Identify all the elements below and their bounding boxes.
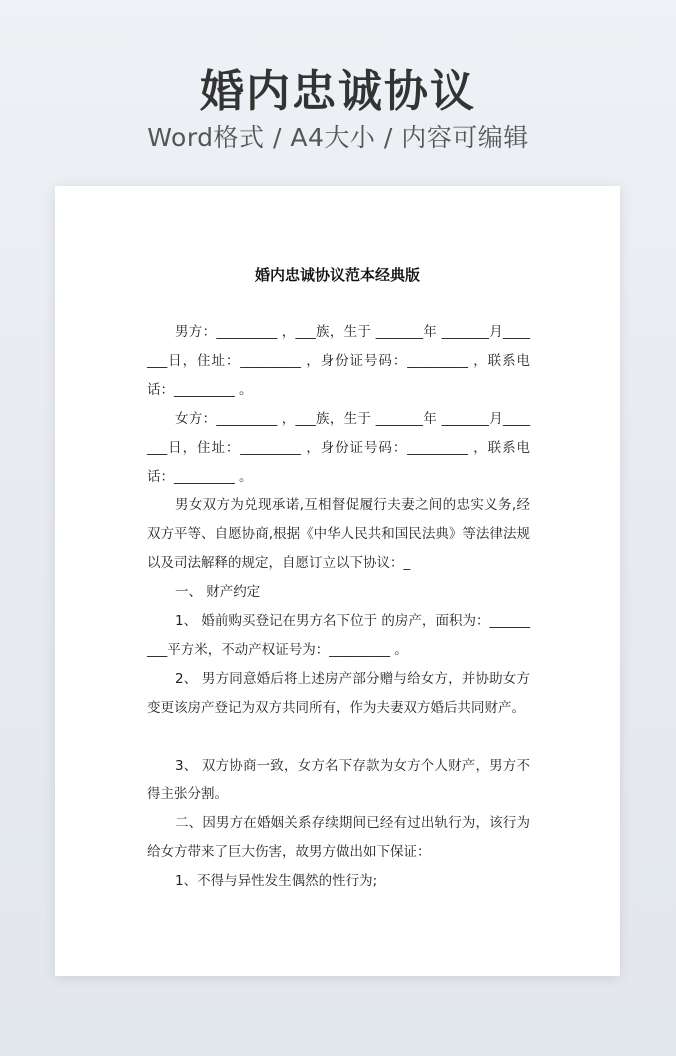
guarantee-1-paragraph: 1、不得与异性发生偶然的性行为; [175, 873, 378, 890]
clause-3-paragraph: 3、 双方协商一致，女方名下存款为女方个人财产，男方不得主张分割。 [147, 757, 530, 803]
document-page [55, 186, 620, 976]
banner-subtitle: Word格式 / A4大小 / 内容可编辑 [147, 123, 529, 152]
section-heading-property: 一、 财产约定 [175, 584, 261, 601]
document-body [147, 318, 530, 896]
banner-title: 婚内忠诚协议 [200, 66, 476, 117]
section-2-paragraph: 二、因男方在婚姻关系存续期间已经有过出轨行为，该行为给女方带来了巨大伤害，故男方做出如下保证： [147, 815, 530, 861]
document-title: 婚内忠诚协议范本经典版 [254, 266, 420, 284]
preamble-paragraph: 男女双方为兑现承诺,互相督促履行夫妻之间的忠实义务,经双方平等、自愿协商,根据《中华人民共和国民法典》等法律法规以及司法解释的规定，自愿订立以下协议：_ [147, 497, 530, 572]
party-male-paragraph: 男方：_________ ，___族，生于 _______年 _______月_______日，住址：_________ ，身份证号码：_________ ，联系电话：_________ 。 [147, 324, 530, 398]
party-female-paragraph: 女方：_________ ，___族，生于 _______年 _______月_______日，住址：_________ ，身份证号码：_________ ，联系电话：_________ 。 [147, 410, 530, 485]
clause-2-paragraph: 2、 男方同意婚后将上述房产部分赠与给女方，并协助女方变更该房产登记为双方共同所有，作为夫妻双方婚后共同财产。 [147, 670, 530, 716]
clause-1-paragraph: 1、 婚前购买登记在男方名下位于 的房产，面积为：_________平方米，不动产权证号为：_________ 。 [147, 613, 530, 658]
